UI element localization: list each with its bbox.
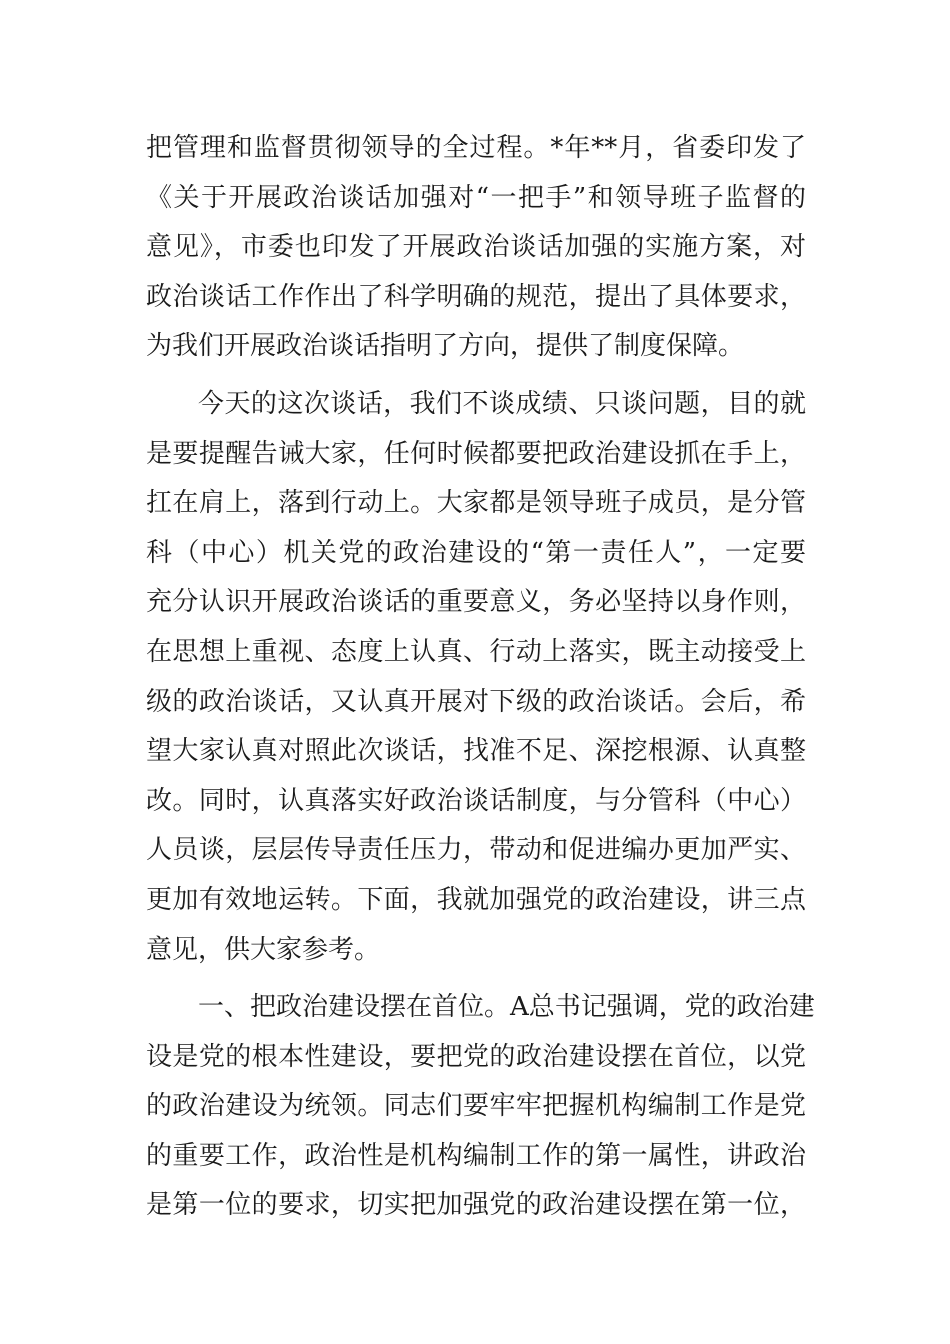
paragraph <box>146 124 806 372</box>
text-line: 政治谈话工作作出了科学明确的规范，提出了具体要求， <box>146 281 806 312</box>
text-line: 是要提醒告诫大家，任何时候都要把政治建设抓在手上， <box>146 438 806 469</box>
document-body <box>146 124 815 1231</box>
paragraph <box>146 983 815 1231</box>
text-line: 意见，供大家参考。 <box>146 934 381 965</box>
text-line: 扛在肩上，落到行动上。大家都是领导班子成员，是分管 <box>146 488 806 519</box>
text-line: 科（中心）机关党的政治建设的“第一责任人”，一定要 <box>146 537 806 568</box>
text-line: 改。同时，认真落实好政治谈话制度，与分管科（中心） <box>146 785 806 816</box>
text-line: 充分认识开展政治谈话的重要意义，务必坚持以身作则， <box>146 587 806 618</box>
text-line: 更加有效地运转。下面，我就加强党的政治建设，讲三点 <box>146 884 806 915</box>
text-line: 设是党的根本性建设，要把党的政治建设摆在首位，以党 <box>146 1041 806 1072</box>
text-line: 为我们开展政治谈话指明了方向，提供了制度保障。 <box>146 331 745 362</box>
paragraph <box>146 380 806 975</box>
text-line: 一、把政治建设摆在首位。A总书记强调，党的政治建 <box>198 992 815 1023</box>
text-line: 人员谈，层层传导责任压力，带动和促进编办更加严实、 <box>146 835 806 866</box>
text-line: 的重要工作，政治性是机构编制工作的第一属性，讲政治 <box>146 1140 806 1171</box>
text-line: 级的政治谈话，又认真开展对下级的政治谈话。会后，希 <box>146 686 806 717</box>
text-line: 把管理和监督贯彻领导的全过程。*年**月，省委印发了 <box>146 133 806 163</box>
text-line: 《关于开展政治谈话加强对“一把手”和领导班子监督的 <box>146 182 806 213</box>
text-line: 的政治建设为统领。同志们要牢牢把握机构编制工作是党 <box>146 1091 806 1122</box>
text-line: 在思想上重视、态度上认真、行动上落实，既主动接受上 <box>146 636 806 667</box>
text-line: 是第一位的要求，切实把加强党的政治建设摆在第一位， <box>146 1190 806 1221</box>
text-line: 今天的这次谈话，我们不谈成绩、只谈问题，目的就 <box>198 388 806 419</box>
text-line: 望大家认真对照此次谈话，找准不足、深挖根源、认真整 <box>146 736 806 767</box>
text-line: 意见》，市委也印发了开展政治谈话加强的实施方案，对 <box>146 232 806 263</box>
